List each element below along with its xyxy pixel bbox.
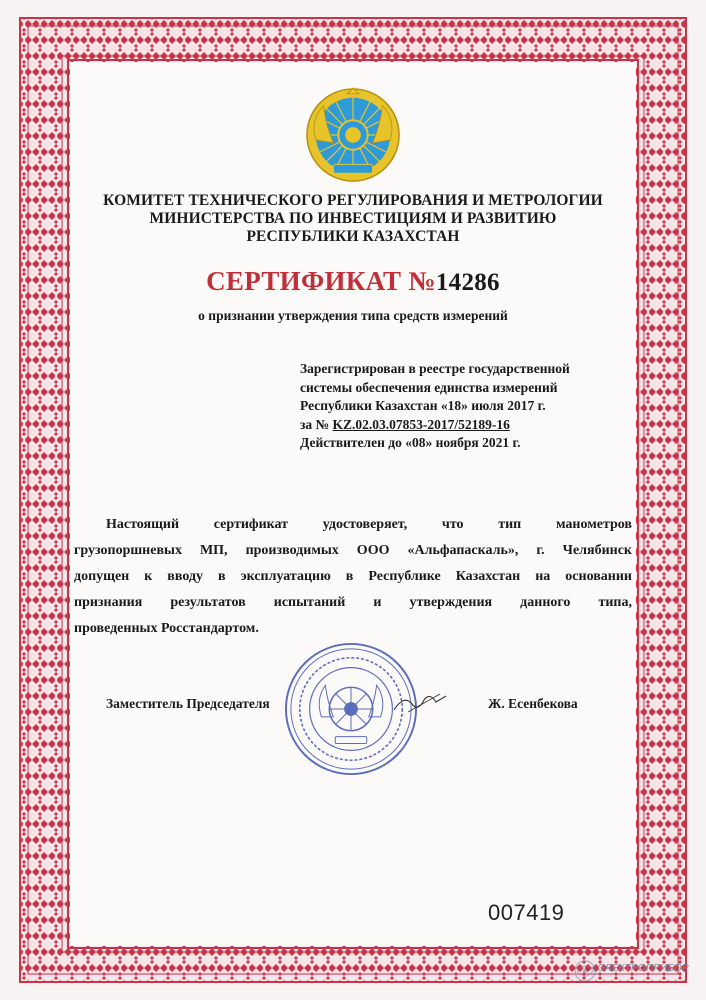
certificate-subtitle: о признании утверждения типа средств измерений [198, 308, 508, 323]
body-line-3: допущен к вводу в эксплуатацию в Республике Казахстан на основании [74, 569, 632, 584]
committee-line-2: МИНИСТЕРСТВА ПО ИНВЕСТИЦИЯМ И РАЗВИТИЮ [149, 210, 557, 227]
handwritten-signature-icon [390, 690, 450, 716]
certificate-title [0, 266, 706, 297]
certificate-body [74, 512, 632, 642]
body-line-4: признания результатов испытаний и утверждения данного типа, [74, 595, 632, 610]
body-line-2: грузопоршневых МП, производимых ООО «Альфапаскаль», г. Челябинск [74, 543, 632, 558]
body-line-5: проведенных Росстандартом. [74, 621, 259, 636]
certificate-number: 14286 [435, 269, 500, 296]
validity-line: Действителен до «08» ноября 2021 г. [300, 435, 521, 450]
certificate-word: СЕРТИФИКАТ № [206, 266, 436, 296]
registration-line-4 [300, 416, 640, 435]
registration-line-3: Республики Казахстан «18» июля 2017 г. [300, 398, 546, 413]
committee-line-3: РЕСПУБЛИКИ КАЗАХСТАН [246, 228, 460, 245]
registration-number: KZ.02.03.07853-2017/52189-16 [332, 416, 510, 432]
committee-line-1: КОМИТЕТ ТЕХНИЧЕСКОГО РЕГУЛИРОВАНИЯ И МЕТРОЛОГИИ [103, 192, 603, 209]
state-emblem-icon [304, 86, 402, 184]
signatory-title: Заместитель Председателя [106, 696, 270, 711]
registration-number-prefix: за № [300, 416, 333, 432]
registration-block [300, 360, 640, 453]
registration-line-2: системы обеспечения единства измерений [300, 379, 558, 395]
registration-line-1: Зарегистрирован в реестре государственной [300, 361, 570, 376]
serial-number: 007419 [488, 900, 565, 925]
watermark-text: ЭЛЕКТРОПРИБОР [598, 963, 689, 974]
body-line-1: Настоящий сертификат удостоверяет, что тип манометров [106, 517, 632, 532]
committee-header [60, 192, 646, 246]
signatory-name: Ж. Есенбекова [488, 696, 578, 711]
